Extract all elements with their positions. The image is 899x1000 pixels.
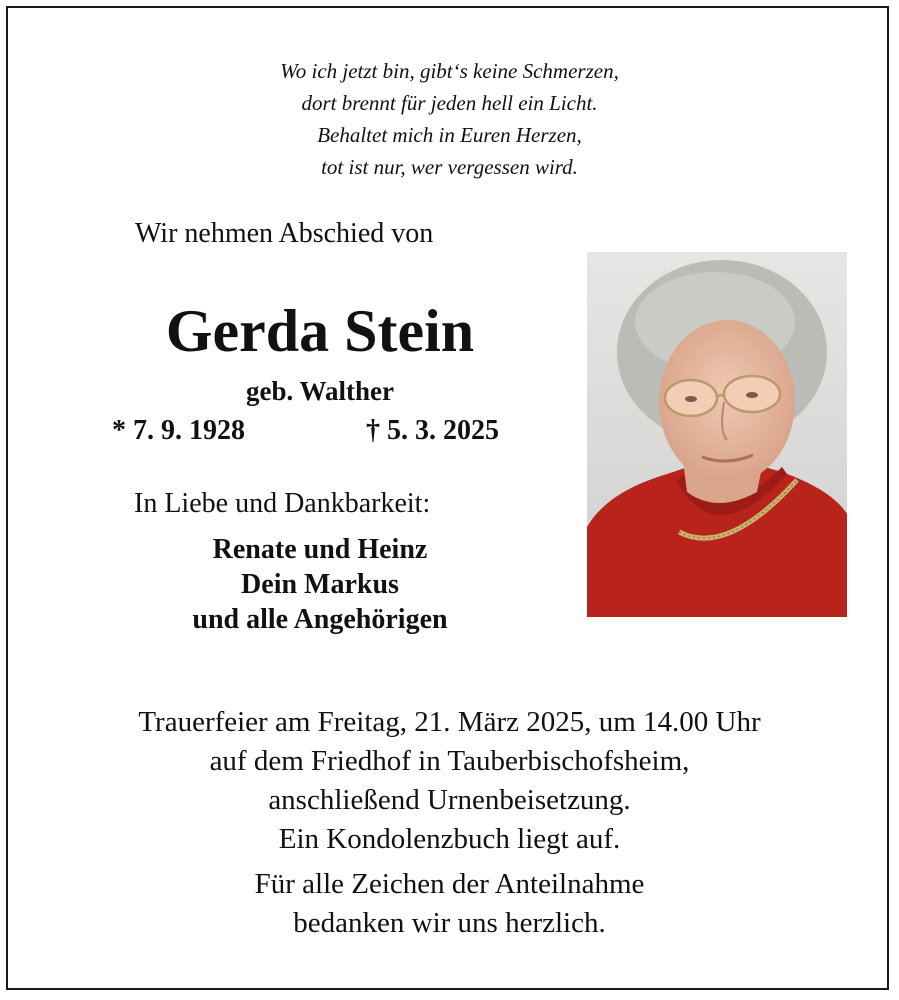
deceased-name: Gerda Stein — [165, 298, 475, 364]
poem-line: Behaltet mich in Euren Herzen, — [317, 123, 582, 147]
poem — [0, 55, 899, 183]
mourners-list — [0, 532, 640, 637]
mourner-line: und alle Angehörigen — [192, 604, 448, 635]
poem-line: Wo ich jetzt bin, gibt‘s keine Schmerzen, — [280, 59, 619, 83]
mourner-line: Renate und Heinz — [212, 534, 428, 565]
portrait-photo — [587, 252, 847, 617]
poem-line: tot ist nur, wer vergessen wird. — [321, 155, 578, 179]
service-line: Ein Kondolenzbuch liegt auf. — [278, 823, 621, 855]
service-line: anschließend Urnenbeisetzung. — [268, 784, 631, 816]
thanks-line: Für alle Zeichen der Anteilnahme — [254, 868, 645, 900]
thanks-note — [0, 865, 899, 943]
birth-date: * 7. 9. 1928 — [112, 415, 245, 446]
thanks-line: bedanken wir uns herzlich. — [293, 907, 606, 939]
service-line: Trauerfeier am Freitag, 21. März 2025, um 14.00 Uhr — [138, 706, 761, 738]
maiden-name: geb. Walther — [246, 376, 394, 406]
service-line: auf dem Friedhof in Tauberbischofsheim, — [209, 745, 690, 777]
mourners-heading: In Liebe und Dankbarkeit: — [134, 488, 431, 519]
poem-line: dort brennt für jeden hell ein Licht. — [301, 91, 598, 115]
death-date: † 5. 3. 2025 — [366, 415, 499, 446]
portrait-illustration — [587, 252, 847, 617]
service-details — [0, 703, 899, 859]
intro-text: Wir nehmen Abschied von — [135, 218, 434, 249]
mourner-line: Dein Markus — [241, 569, 399, 600]
